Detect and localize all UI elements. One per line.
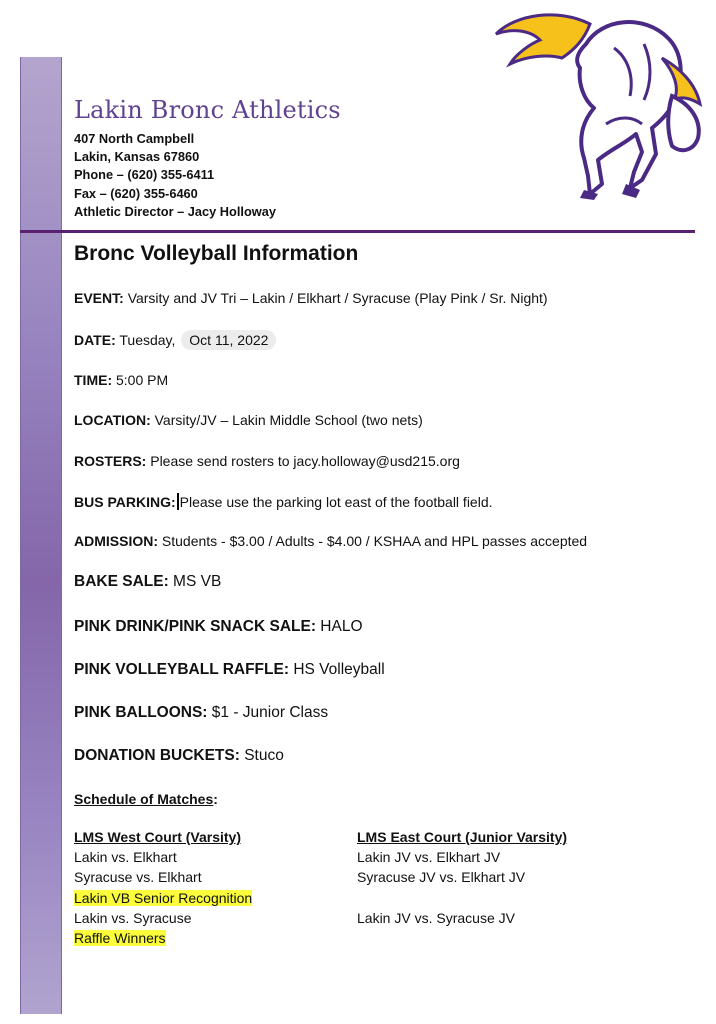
west-court-heading: LMS West Court (Varsity) xyxy=(74,829,241,845)
pink-raffle-label: PINK VOLLEYBALL RAFFLE: xyxy=(74,661,289,678)
location-value: Varsity/JV – Lakin Middle School (two nets) xyxy=(154,412,423,428)
rosters-field[interactable] xyxy=(74,453,460,469)
donation-buckets-value: Stuco xyxy=(244,747,284,764)
date-field[interactable] xyxy=(74,330,276,350)
location-field[interactable] xyxy=(74,412,423,428)
bake-sale-value: MS VB xyxy=(173,573,222,590)
time-label: TIME: xyxy=(74,372,113,388)
date-chip[interactable]: Oct 11, 2022 xyxy=(181,330,276,350)
pink-balloons-value: $1 - Junior Class xyxy=(211,704,329,721)
rosters-label: ROSTERS: xyxy=(74,453,147,469)
address-line: 407 North Campbell xyxy=(74,131,195,146)
pink-drink-value: HALO xyxy=(320,618,363,635)
bus-parking-field[interactable] xyxy=(74,493,493,510)
time-value: 5:00 PM xyxy=(116,372,169,388)
west-match: Lakin vs. Syracuse xyxy=(74,909,192,926)
decorative-side-bar xyxy=(20,57,62,1014)
schedule-heading-text: Schedule of Matches xyxy=(74,791,214,807)
pink-drink-label: PINK DRINK/PINK SNACK SALE: xyxy=(74,618,316,635)
bake-sale-field[interactable] xyxy=(74,573,221,591)
bake-sale-label: BAKE SALE: xyxy=(74,573,169,590)
event-field[interactable] xyxy=(74,290,548,306)
highlighted-text: Lakin VB Senior Recognition xyxy=(74,889,253,906)
raffle-winners-line xyxy=(74,928,252,948)
bus-parking-value: Please use the parking lot east of the football field. xyxy=(179,494,493,510)
pink-raffle-field[interactable] xyxy=(74,661,385,679)
fax-line: Fax – (620) 355-6460 xyxy=(74,185,198,201)
schedule-heading[interactable] xyxy=(74,791,218,807)
event-value: Varsity and JV Tri – Lakin / Elkhart / Syracuse (Play Pink / Sr. Night) xyxy=(127,290,548,306)
senior-recognition-line xyxy=(74,888,252,908)
east-court-heading: LMS East Court (Junior Varsity) xyxy=(357,829,568,845)
west-match: Syracuse vs. Elkhart xyxy=(74,869,202,886)
event-label: EVENT: xyxy=(74,290,124,306)
athletic-director-line: Athletic Director – Jacy Holloway xyxy=(74,203,276,219)
rosters-value: Please send rosters to jacy.holloway@usd215.org xyxy=(150,453,460,469)
west-match: Lakin vs. Elkhart xyxy=(74,849,177,866)
highlighted-text: Raffle Winners xyxy=(74,929,166,946)
admission-field[interactable] xyxy=(74,533,587,549)
east-court-column[interactable] xyxy=(357,827,567,928)
document-title[interactable]: Bronc Volleyball Information xyxy=(74,242,359,265)
bus-parking-label: BUS PARKING: xyxy=(74,494,176,510)
time-field[interactable] xyxy=(74,372,168,388)
east-match: Lakin JV vs. Elkhart JV xyxy=(357,849,501,866)
admission-label: ADMISSION: xyxy=(74,533,158,549)
west-court-column[interactable] xyxy=(74,827,252,948)
bronco-horse-icon xyxy=(486,4,712,200)
address-line: Lakin, Kansas 67860 xyxy=(74,149,200,165)
pink-balloons-label: PINK BALLOONS: xyxy=(74,704,208,721)
donation-buckets-label: DONATION BUCKETS: xyxy=(74,747,240,764)
date-label: DATE: xyxy=(74,332,116,348)
date-prefix: Tuesday, xyxy=(119,332,176,348)
location-label: LOCATION: xyxy=(74,412,151,428)
address-block xyxy=(74,130,276,221)
donation-buckets-field[interactable] xyxy=(74,747,284,765)
east-blank-line xyxy=(357,888,567,908)
pink-raffle-value: HS Volleyball xyxy=(293,661,385,678)
pink-balloons-field[interactable] xyxy=(74,704,328,722)
east-match: Lakin JV vs. Syracuse JV xyxy=(357,909,515,926)
schedule-heading-colon: : xyxy=(213,791,218,807)
east-match: Syracuse JV vs. Elkhart JV xyxy=(357,869,526,886)
admission-value: Students - $3.00 / Adults - $4.00 / KSHAA and HPL passes accepted xyxy=(161,533,588,549)
header-divider xyxy=(20,230,695,233)
phone-line: Phone – (620) 355-6411 xyxy=(74,167,215,183)
pink-drink-field[interactable] xyxy=(74,618,363,636)
text-cursor xyxy=(177,493,179,510)
org-title: Lakin Bronc Athletics xyxy=(74,96,341,124)
